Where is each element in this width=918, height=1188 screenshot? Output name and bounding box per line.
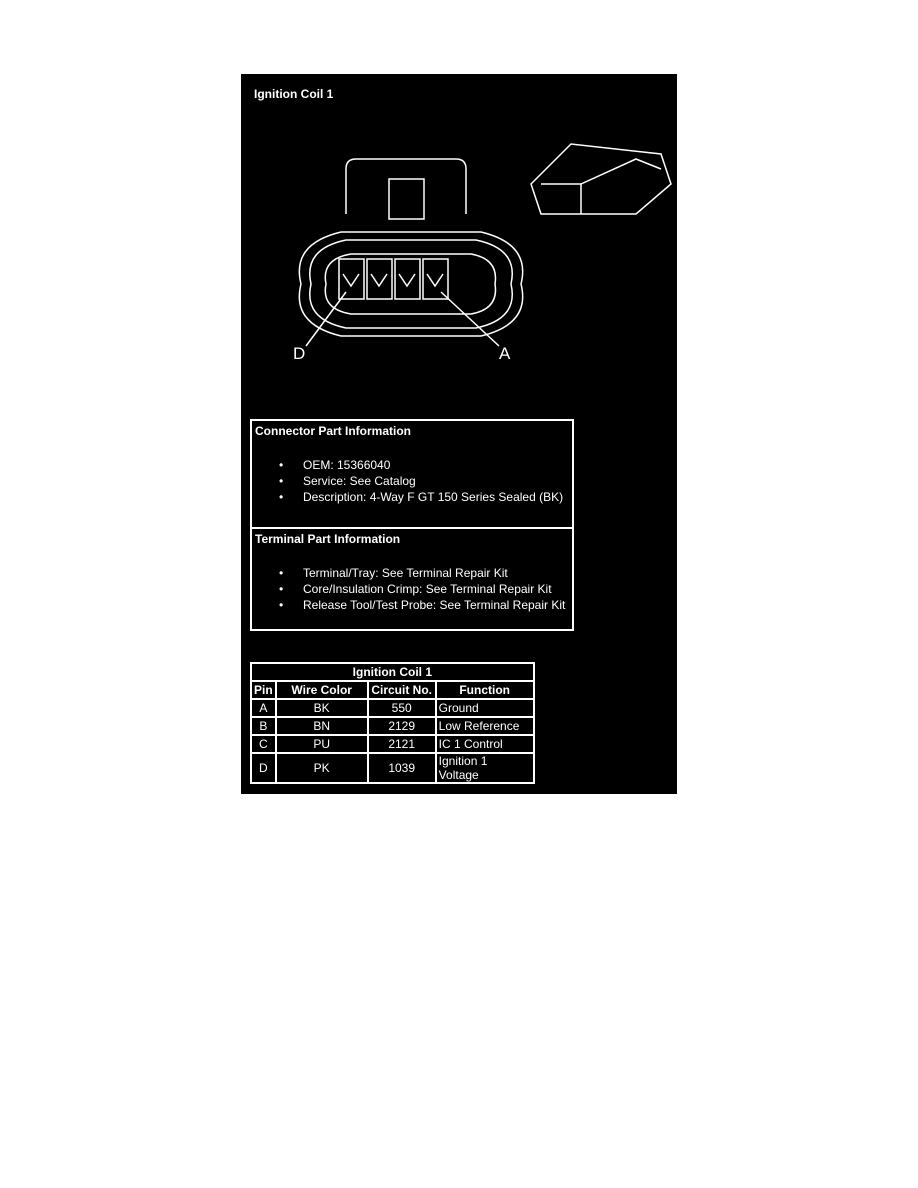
- cell: C: [251, 735, 276, 753]
- cell: PU: [276, 735, 368, 753]
- header-function: Function: [436, 681, 534, 699]
- header-wire-color: Wire Color: [276, 681, 368, 699]
- cell: BN: [276, 717, 368, 735]
- table-row: [251, 699, 534, 717]
- table-row: [251, 735, 534, 753]
- cell: A: [251, 699, 276, 717]
- cell: IC 1 Control: [436, 735, 534, 753]
- cell: 2129: [368, 717, 436, 735]
- diagram-title: Ignition Coil 1: [254, 87, 334, 101]
- header-circuit: Circuit No.: [368, 681, 436, 699]
- list-item: • Core/Insulation Crimp: See Terminal Repair Kit: [303, 581, 572, 597]
- cell: 550: [368, 699, 436, 717]
- list-item: • OEM: 15366040: [303, 457, 572, 473]
- terminal-info-heading: Terminal Part Information: [255, 532, 401, 546]
- pinout-table: [250, 662, 535, 784]
- cell: B: [251, 717, 276, 735]
- connector-face-illustration: [241, 74, 677, 394]
- cell: Ignition 1 Voltage: [436, 753, 534, 783]
- cell: Low Reference: [436, 717, 534, 735]
- table-row: [251, 753, 534, 783]
- part-info-box: [250, 419, 574, 631]
- list-item: • Release Tool/Test Probe: See Terminal Repair Kit: [303, 597, 572, 613]
- cell: BK: [276, 699, 368, 717]
- connector-panel: [241, 74, 677, 794]
- table-row: [251, 717, 534, 735]
- list-item: • Terminal/Tray: See Terminal Repair Kit: [303, 565, 572, 581]
- table-title: Ignition Coil 1: [251, 663, 534, 681]
- cell: D: [251, 753, 276, 783]
- cell: PK: [276, 753, 368, 783]
- list-item: • Service: See Catalog: [303, 473, 572, 489]
- list-item: • Description: 4-Way F GT 150 Series Sealed (BK): [303, 489, 572, 505]
- terminal-part-info: [252, 529, 572, 613]
- header-pin: Pin: [251, 681, 276, 699]
- connector-info-heading: Connector Part Information: [255, 424, 412, 438]
- cell: Ground: [436, 699, 534, 717]
- pin-d-label: D: [293, 344, 306, 363]
- cell: 2121: [368, 735, 436, 753]
- connector-part-info: [252, 421, 572, 529]
- pin-a-label: A: [499, 344, 511, 363]
- cell: 1039: [368, 753, 436, 783]
